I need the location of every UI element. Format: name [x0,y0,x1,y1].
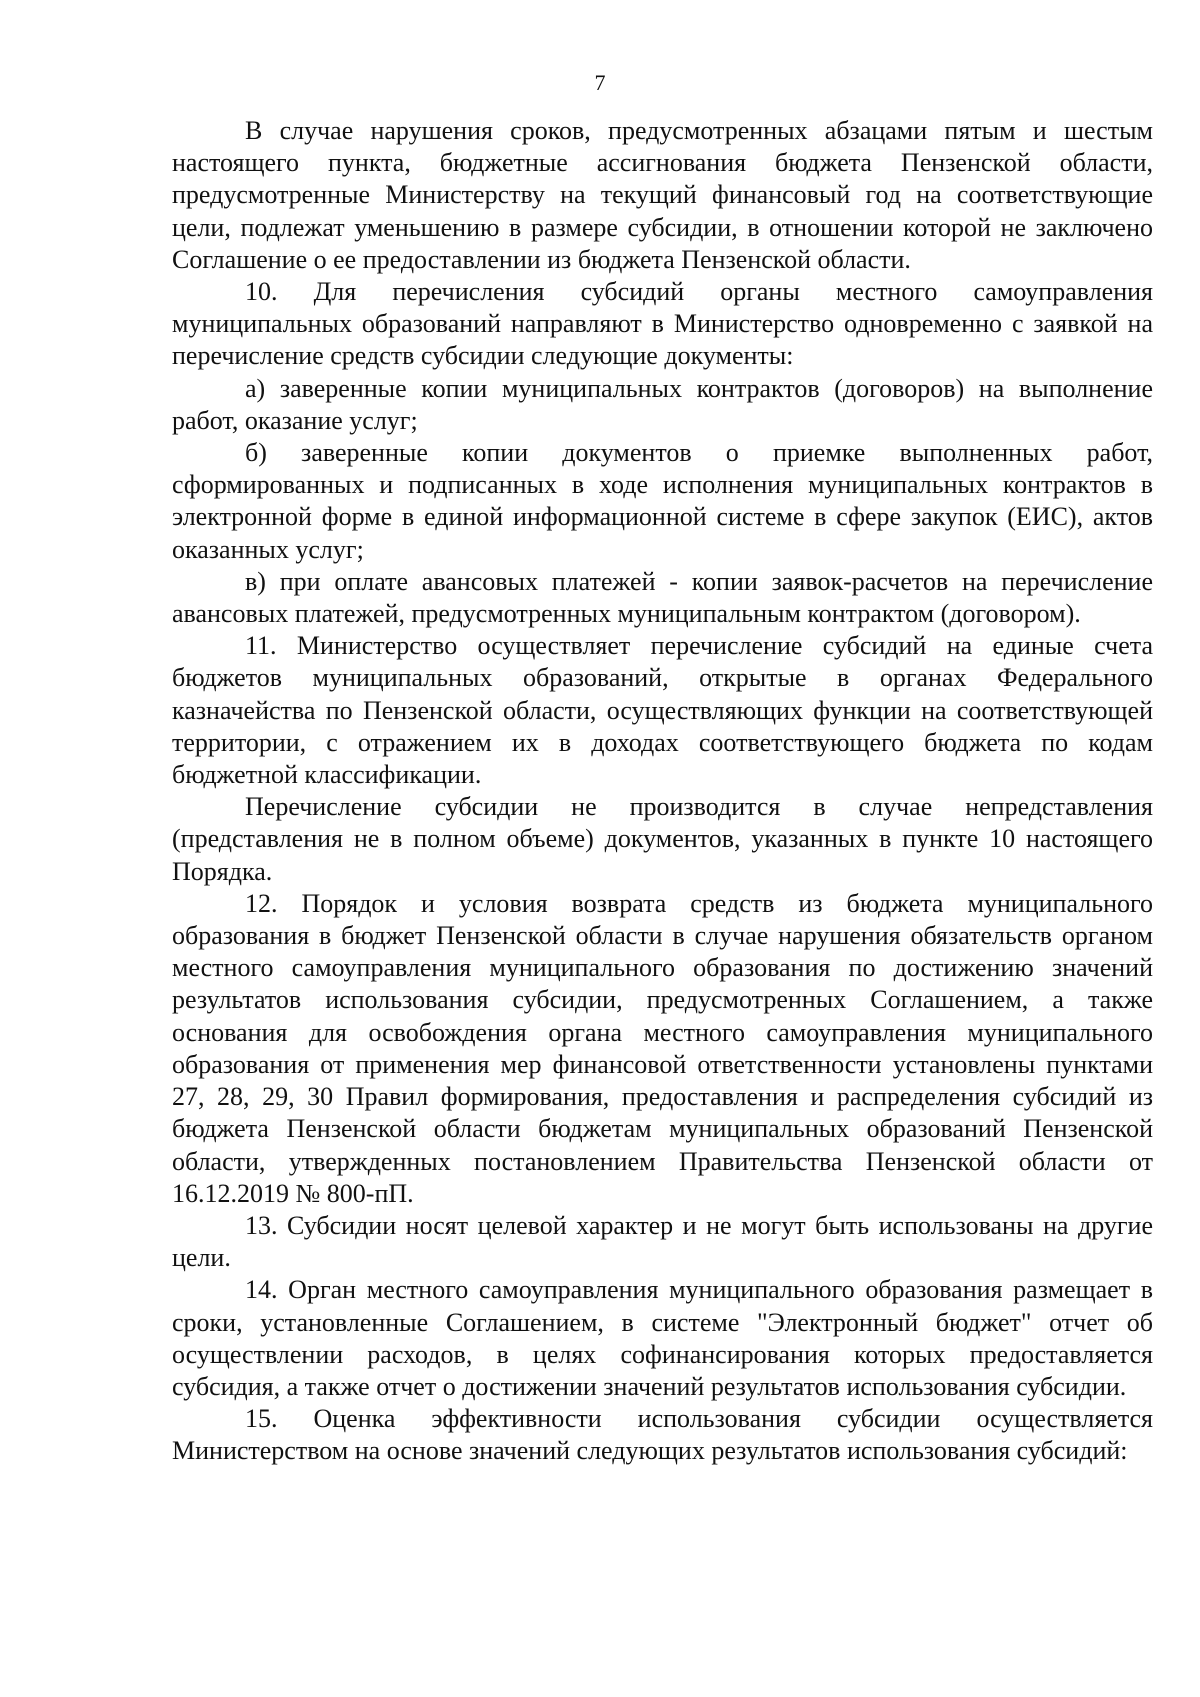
paragraph-12-return-procedure: 12. Порядок и условия возврата средств из бюджета муниципального образования в бюджет Пензенской области в случае нарушения обязательств органом местного самоуправления муниципального образования по достижению значений результатов использования субсидии, предусмотренных Соглашением, а также основания для освобождения органа местного самоуправления муниципального образования от применения мер финансовой ответственности установлены пунктами 27, 28, 29, 30 Правил формирования, предоставления и распределения субсидий из бюджета Пензенской области бюджетам муниципальных образований Пензенской области, утвержденных постановлением Правительства Пензенской области от 16.12.2019 № 800-пП. [172,888,1153,1208]
paragraph-10b-acceptance-documents: б) заверенные копии документов о приемке выполненных работ, сформированных и подписанных в ходе исполнения муниципальных контрактов в электронной форме в единой информационной системе в сфере закупок (ЕИС), актов оказанных услуг; [172,438,1153,564]
paragraph-10c-advance-payments: в) при оплате авансовых платежей - копии заявок-расчетов на перечисление авансовых платежей, предусмотренных муниципальным контрактом (договором). [172,566,1153,629]
paragraph-11-transfer: 11. Министерство осуществляет перечисление субсидий на единые счета бюджетов муниципальных образований, открытые в органах Федерального казначейства по Пензенской области, осуществляющих функции на соответствующей территории, с отражением их в доходах соответствующего бюджета по кодам бюджетной классификации. [172,631,1153,790]
document-body [172,115,1153,1468]
paragraph-budget-reduction: В случае нарушения сроков, предусмотренных абзацами пятым и шестым настоящего пункта, бюджетные ассигнования бюджета Пензенской области, предусмотренные Министерству на текущий финансовый год на соответствующие цели, подлежат уменьшению в размере субсидии, в отношении которой не заключено Соглашение о ее предоставлении из бюджета Пензенской области. [172,116,1153,274]
paragraph-14-reporting: 14. Орган местного самоуправления муниципального образования размещает в сроки, установленные Соглашением, в системе "Электронный бюджет" отчет об осуществлении расходов, в целях софинансирования которых предоставляется субсидия, а также отчет о достижении значений результатов использования субсидии. [172,1275,1153,1401]
paragraph-10-documents: 10. Для перечисления субсидий органы местного самоуправления муниципальных образований направляют в Министерство одновременно с заявкой на перечисление средств субсидии следующие документы: [172,277,1153,371]
paragraph-13-target-character: 13. Субсидии носят целевой характер и не могут быть использованы на другие цели. [172,1210,1153,1273]
paragraph-transfer-not-made: Перечисление субсидии не производится в случае непредставления (представления не в полном объеме) документов, указанных в пункте 10 настоящего Порядка. [172,792,1153,886]
paragraph-10a-contract-copies: а) заверенные копии муниципальных контрактов (договоров) на выполнение работ, оказание услуг; [172,373,1153,435]
page-number: 7 [594,70,606,95]
paragraph-15-efficiency-evaluation: 15. Оценка эффективности использования субсидии осуществляется Министерством на основе значений следующих результатов использования субсидий: [172,1404,1153,1466]
